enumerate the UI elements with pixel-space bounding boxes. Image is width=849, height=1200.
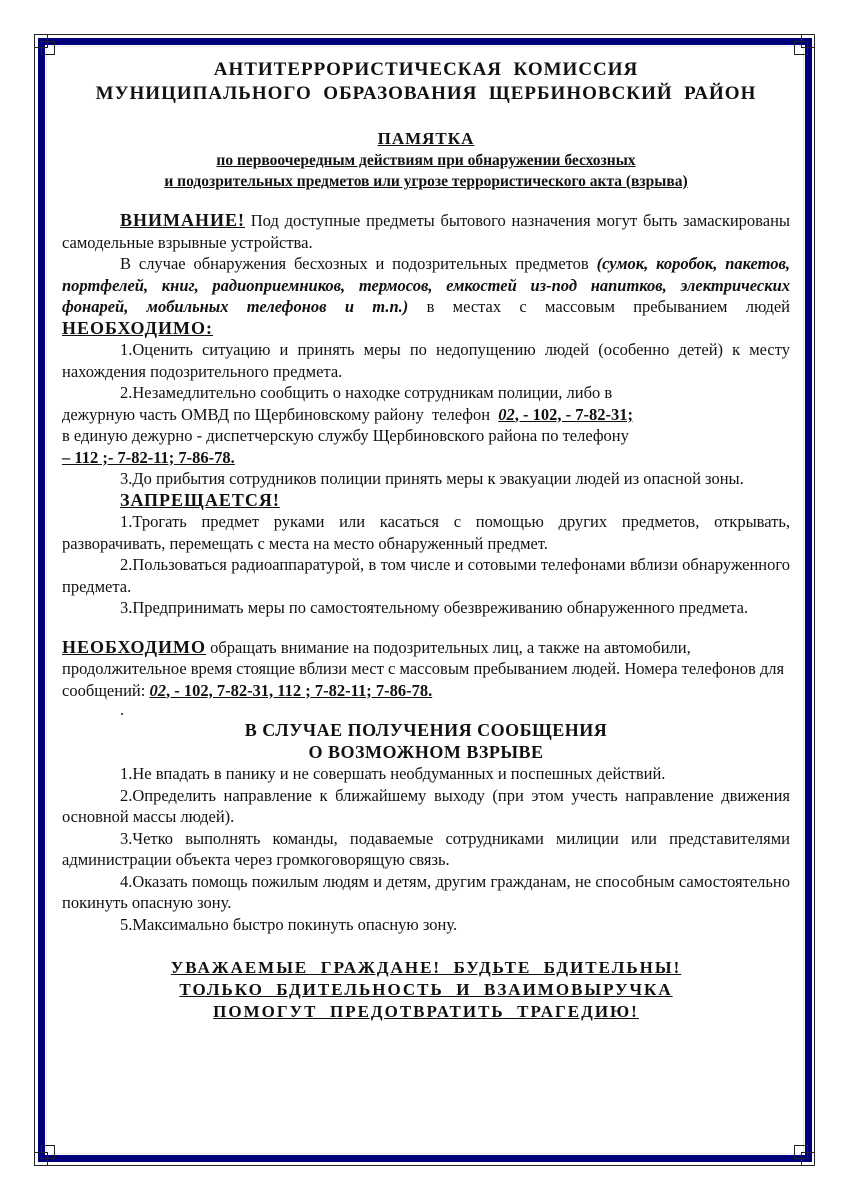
stray-dot: . — [120, 700, 125, 719]
necessary-paragraph — [62, 637, 790, 702]
report-phones-rest: , - 102, 7-82-31, 112 ; 7-82-11; 7-86-78. — [165, 680, 433, 700]
explosion-item: 1.Не впадать в панику и не совершать необдуманных и поспешных действий. — [120, 764, 666, 783]
closing-line-1: УВАЖАЕМЫЕ ГРАЖДАНЕ! БУДЬТЕ БДИТЕЛЬНЫ! — [170, 958, 682, 977]
header-line-2: МУНИЦИПАЛЬНОГО ОБРАЗОВАНИЯ ЩЕРБИНОВСКИЙ РАЙОН — [95, 83, 757, 104]
document-body — [62, 58, 790, 1023]
required-step-1: 1.Оценить ситуацию и принять меры по недопущению людей (особенно детей) к месту нахождения подозрительного предмета. — [62, 340, 790, 381]
required-step-3: 3.До прибытия сотрудников полиции принять меры к эвакуации людей из опасной зоны. — [120, 469, 744, 488]
attention-text: Под доступные предметы бытового назначения могут быть замаскированы самодельные взрывные устройства. — [62, 211, 790, 252]
memo-title: ПАМЯТКА — [377, 129, 475, 148]
forbidden-label: ЗАПРЕЩАЕТСЯ! — [120, 489, 280, 510]
attention-label: ВНИМАНИЕ! — [120, 210, 245, 230]
explosion-title-2: О ВОЗМОЖНОМ ВЗРЫВЕ — [308, 742, 544, 762]
forbidden-item: 3.Предпринимать меры по самостоятельному обезвреживанию обнаруженного предмета. — [120, 598, 749, 617]
case-paragraph — [62, 253, 790, 339]
explosion-item: 3.Четко выполнять команды, подаваемые сотрудниками милиции или представителями администрации объекта через громкоговорящую связь. — [62, 828, 790, 869]
explosion-title-1: В СЛУЧАЕ ПОЛУЧЕНИЯ СООБЩЕНИЯ — [244, 720, 608, 740]
forbidden-item: 2.Пользоваться радиоаппаратурой, в том числе и сотовыми телефонами вблизи обнаруженного предмета. — [62, 555, 790, 596]
step2-text: дежурную часть ОМВД по Щербиновскому району телефон — [62, 404, 499, 424]
explosion-item: 4.Оказать помощь пожилым людям и детям, другим гражданам, не способным самостоятельно покинуть опасную зону. — [62, 871, 790, 912]
memo-subtitle-1: по первоочередным действиям при обнаружении бесхозных — [216, 152, 636, 169]
header-line-1: АНТИТЕРРОРИСТИЧЕСКАЯ КОМИССИЯ — [213, 59, 639, 80]
case-text-1: В случае обнаружения бесхозных и подозрительных предметов — [120, 254, 597, 273]
required-label: НЕОБХОДИМО: — [62, 317, 214, 338]
memo-subtitle-2: и подозрительных предметов или угрозе террористического акта (взрыва) — [164, 173, 688, 190]
corner-ornament-bottom-right-inner — [794, 1145, 808, 1159]
case-items-list: (сумок, коробок, пакетов, портфелей, книг, радиоприемников, термосов, емкостей из-под напитков, электрических фонарей, мобильных телефонов и т.п.) — [62, 254, 791, 316]
corner-ornament-top-right-inner — [794, 41, 808, 55]
report-phone-02: 02 — [149, 680, 166, 700]
closing-line-2: ТОЛЬКО БДИТЕЛЬНОСТЬ И ВЗАИМОВЫРУЧКА — [179, 980, 673, 999]
explosion-item: 2.Определить направление к ближайшему выходу (при этом учесть направление движения основной массы людей). — [62, 785, 790, 826]
police-phone-02: 02 — [498, 404, 515, 424]
explosion-item: 5.Максимально быстро покинуть опасную зону. — [120, 914, 458, 934]
forbidden-paragraph — [62, 490, 790, 512]
report-phones — [149, 681, 432, 700]
corner-ornament-top-left-inner — [41, 41, 55, 55]
required-step-2-c: в единую дежурно - диспетчерскую службу Щербиновского района по телефону — [62, 426, 629, 445]
police-phones-rest: , - 102, - 7-82-31; — [514, 404, 634, 424]
required-step-2-a: 2.Незамедлительно сообщить о находке сотрудникам полиции, либо в — [120, 383, 613, 402]
forbidden-item: 1.Трогать предмет руками или касаться с помощью других предметов, открывать, разворачивать, перемещать с места на место обнаруженный предмет. — [62, 512, 790, 553]
case-text-2: в местах с массовым пребыванием людей — [408, 297, 790, 316]
police-phones — [498, 405, 633, 424]
attention-paragraph — [62, 210, 790, 253]
necessary-label: НЕОБХОДИМО — [62, 636, 207, 657]
corner-ornament-bottom-left-inner — [41, 1145, 55, 1159]
dispatch-phones: – 112 ;- 7-82-11; 7-86-78. — [62, 447, 235, 467]
required-step-2-b — [62, 404, 790, 426]
necessary-text: обращать внимание на подозрительных лиц, а также на автомобили, продолжительное время стоящие вблизи мест с массовым пребыванием людей. Номера телефонов для сообщений: — [62, 637, 785, 700]
closing-line-3: ПОМОГУТ ПРЕДОТВРАТИТЬ ТРАГЕДИЮ! — [213, 1002, 639, 1021]
